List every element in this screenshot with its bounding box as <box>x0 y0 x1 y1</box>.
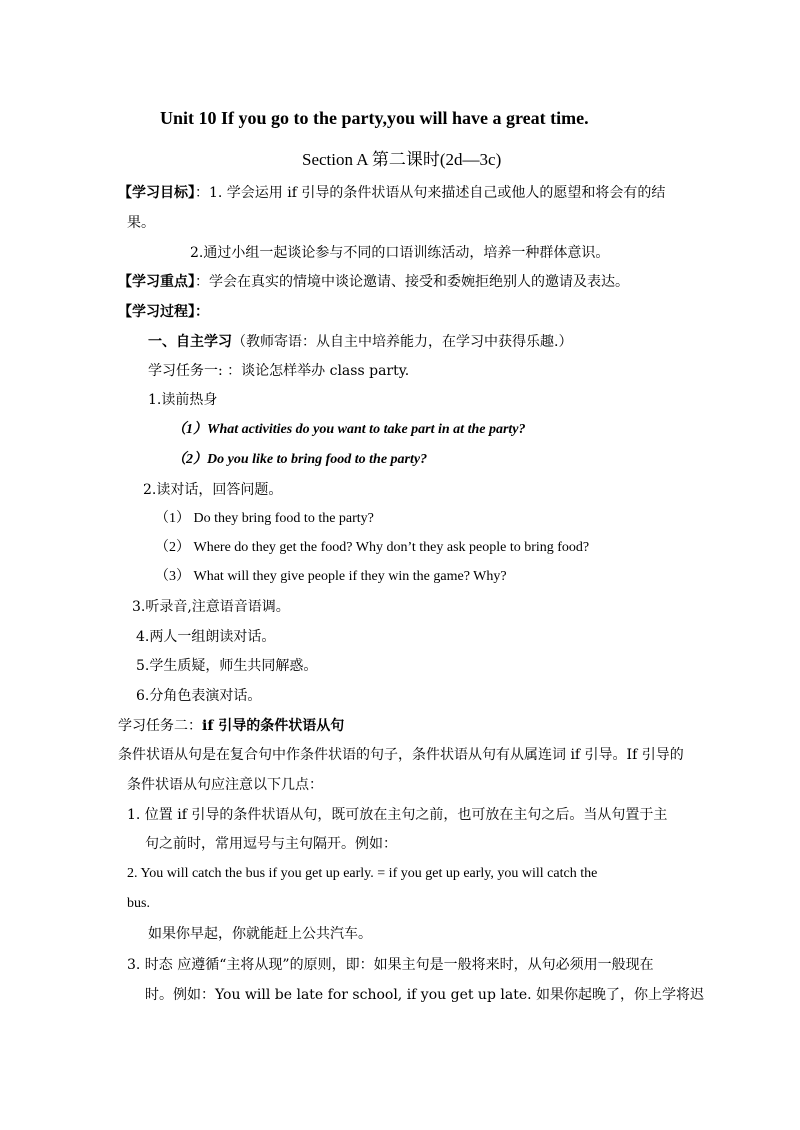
goals-item1-a: ：1. 学会运用 if 引导的条件状语从句来描述自己或他人的愿望和将会有的结 <box>195 185 666 201</box>
dialogue-q2: （2） Where do they get the food? Why don’t they ask people to bring food? <box>155 540 590 555</box>
warmup-q1: （1）What activities do you want to take part in at the party? <box>172 422 526 437</box>
step-4: 4.两人一组朗读对话。 <box>136 629 276 645</box>
grammar-intro-b: 条件状语从句应注意以下几点： <box>127 777 323 793</box>
section1-row <box>148 332 572 352</box>
goals-item1-b: 果。 <box>127 215 155 231</box>
process-colon: ： <box>195 304 209 320</box>
warmup-heading: 1.读前热身 <box>148 392 218 408</box>
grammar-point2-b: bus. <box>127 896 150 911</box>
section1-note: （教师寄语：从自主中培养能力，在学习中获得乐趣.） <box>232 334 573 350</box>
goals-row <box>118 183 665 203</box>
dialogue-heading: 2.读对话，回答问题。 <box>143 482 283 498</box>
grammar-point3-b: 时。例如：You will be late for school, if you get up late. 如果你起晚了，你上学将迟 <box>145 987 705 1003</box>
task2-row <box>118 716 344 736</box>
grammar-intro-a: 条件状语从句是在复合句中作条件状语的句子，条件状语从句有从属连词 if 引导。If 引导的 <box>118 747 684 763</box>
dialogue-q1: （1） Do they bring food to the party? <box>155 511 374 526</box>
task2-title: if 引导的条件状语从句 <box>202 718 345 734</box>
goals-label: 【学习目标】 <box>118 185 195 201</box>
grammar-point1-a: 1. 位置 if 引导的条件状语从句，既可放在主句之前，也可放在主句之后。当从句置于主 <box>127 807 668 823</box>
page-subtitle: Section A 第二课时(2d—3c) <box>302 150 502 169</box>
step-5: 5.学生质疑，师生共同解惑。 <box>136 658 318 674</box>
task1: 学习任务一: ：谈论怎样举办 class party. <box>148 363 410 379</box>
focus-row <box>118 272 629 292</box>
grammar-point1-b: 句之前时，常用逗号与主句隔开。例如： <box>145 836 397 852</box>
warmup-q2: （2）Do you like to bring food to the party? <box>172 452 428 467</box>
goals-item2: 2.通过小组一起谈论参与不同的口语训练活动，培养一种群体意识。 <box>190 245 610 261</box>
step-6: 6.分角色表演对话。 <box>136 688 262 704</box>
section1-heading: 一、自主学习 <box>148 334 232 350</box>
dialogue-q3: （3） What will they give people if they win the game? Why? <box>155 569 507 584</box>
process-row <box>118 302 209 322</box>
step-3: 3.听录音,注意语音语调。 <box>132 599 290 615</box>
grammar-point2-c: 如果你早起，你就能赶上公共汽车。 <box>148 926 372 942</box>
focus-label: 【学习重点】 <box>118 274 195 290</box>
page-title: Unit 10 If you go to the party,you will have a great time. <box>160 108 589 128</box>
focus-text: ：学会在真实的情境中谈论邀请、接受和委婉拒绝别人的邀请及表达。 <box>195 274 629 290</box>
grammar-point3-a: 3. 时态 应遵循“主将从现”的原则，即：如果主句是一般将来时，从句必须用一般现在 <box>127 957 654 973</box>
task2-prefix: 学习任务二： <box>118 718 202 734</box>
process-label: 【学习过程】 <box>118 304 195 320</box>
grammar-point2-a: 2. You will catch the bus if you get up early. = if you get up early, you will catch the <box>127 866 598 881</box>
